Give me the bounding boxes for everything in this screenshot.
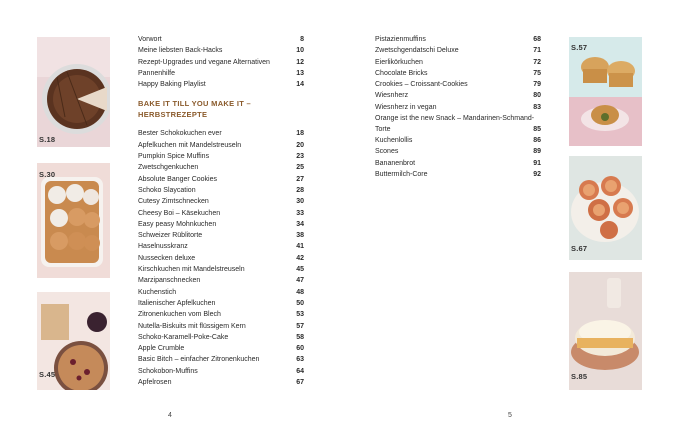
toc-entry[interactable]: Kuchenlollis 86 [375,137,541,145]
photo-muffins [569,37,642,146]
photo-chocolate-cake [37,37,110,147]
muffins-illustration [569,37,642,146]
photo-label: S.18 [39,135,56,144]
toc-entry[interactable]: Nussecken deluxe 42 [138,254,304,262]
photo-cherry-crumble [37,292,110,390]
toc-entry[interactable]: Haselnusskranz 41 [138,243,304,251]
chocolate-cake-illustration [37,37,110,147]
toc-entry[interactable]: Chocolate Bricks 75 [375,69,541,77]
toc-entry[interactable]: Schoko-Karamell-Poke-Cake 58 [138,333,304,341]
toc-entry[interactable]: Italienischer Apfelkuchen 50 [138,299,304,307]
toc-entry[interactable]: Basic Bitch – einfacher Zitronenkuchen 63 [138,356,304,364]
toc-entry[interactable]: Apple Crumble 60 [138,345,304,353]
section-title: BAKE IT TILL YOU MAKE IT – HERBSTREZEPTE [138,99,251,120]
photo-label: S.45 [39,370,56,379]
toc-entry[interactable]: Schoko Slaycation 28 [138,186,304,194]
toc-entry[interactable]: Bester Schokokuchen ever 18 [138,130,304,138]
toc-entry[interactable]: Apfelrosen 67 [138,379,304,387]
photo-label: S.57 [571,43,588,52]
toc-entry[interactable]: Orange ist the new Snack – Mandarinen-Schmand-Torte 85 [375,115,541,134]
toc-entry[interactable]: Zitronenkuchen vom Blech 53 [138,311,304,319]
toc-entry[interactable]: Pistazienmuffins 68 [375,36,541,43]
toc-entry[interactable]: Pumpkin Spice Muffins 23 [138,153,304,161]
toc-entry[interactable]: Apfelkuchen mit Mandelstreuseln 20 [138,141,304,149]
toc-entry[interactable]: Schweizer Rüblitorte 38 [138,232,304,240]
cinnamon-rolls-illustration [37,163,110,278]
toc-entry[interactable]: Wiesnherz in vegan 83 [375,103,541,111]
toc-entry[interactable]: Absolute Banger Cookies 27 [138,175,304,183]
toc-entry[interactable]: Eierlikörkuchen 72 [375,58,541,66]
toc-entry[interactable]: Zwetschgenkuchen 25 [138,164,304,172]
toc-entry[interactable]: Schokobon-Muffins 64 [138,367,304,375]
photo-mandarin-cake [569,272,642,390]
photo-label: S.85 [571,372,588,381]
toc-entry[interactable]: Bananenbrot 91 [375,159,541,167]
toc-left [138,34,304,388]
toc-entry[interactable]: Easy peasy Mohnkuchen 34 [138,220,304,228]
toc-entry[interactable]: Meine liebsten Back-Hacks 10 [138,47,304,55]
toc-entry[interactable]: Cheesy Boi – Käsekuchen 33 [138,209,304,217]
toc-entry[interactable]: Kirschkuchen mit Mandelstreuseln 45 [138,266,304,274]
toc-entry[interactable]: Nutella-Biskuits mit flüssigem Kern 57 [138,322,304,330]
photo-label: S.67 [571,244,588,253]
photo-apple-roses [569,156,642,260]
toc-right [375,34,541,180]
photo-label: S.30 [39,170,56,179]
toc-entry[interactable]: Kuchenstich 48 [138,288,304,296]
toc-entry[interactable]: Scones 89 [375,148,541,156]
toc-entry[interactable]: Wiesnherz 80 [375,92,541,100]
toc-entry[interactable]: Pannenhilfe 13 [138,69,304,77]
photo-cinnamon-rolls [37,163,110,278]
page-number: 4 [168,412,172,419]
toc-entry[interactable]: Happy Baking Playlist 14 [138,81,304,89]
toc-entry[interactable]: Cutesy Zimtschnecken 30 [138,198,304,206]
toc-entry[interactable]: Vorwort 8 [138,36,304,43]
page-number: 5 [508,412,512,419]
right-page [340,0,679,444]
toc-entry[interactable]: Rezept-Upgrades und vegane Alternativen 12 [138,58,304,66]
toc-entry[interactable]: Zwetschgendatschi Deluxe 71 [375,47,541,55]
toc-entry[interactable]: Crookies – Croissant-Cookies 79 [375,81,541,89]
toc-entry[interactable]: Buttermilch-Core 92 [375,170,541,178]
toc-entry[interactable]: Marzipanschnecken 47 [138,277,304,285]
